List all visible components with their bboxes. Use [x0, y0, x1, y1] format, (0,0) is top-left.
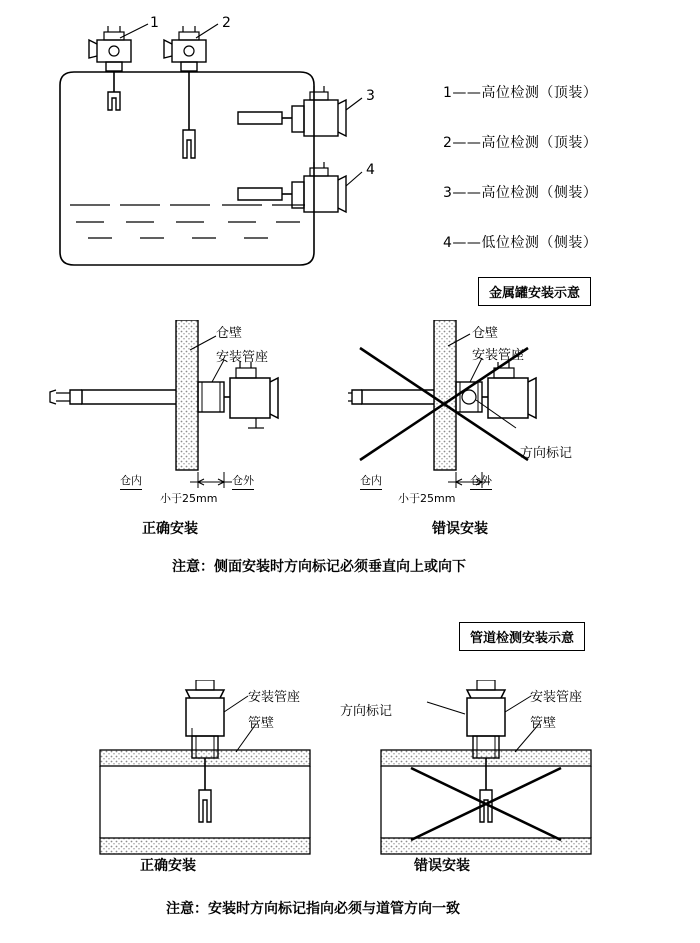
legend-text: 高位检测（侧装）	[481, 185, 598, 201]
legend-dash: ——	[452, 235, 482, 251]
legend-text: 高位检测（顶装）	[481, 135, 598, 151]
caption-wrong-install-1: 错误安装	[432, 521, 488, 537]
tank-callout-3: 3	[366, 88, 375, 104]
label-inside-left: 仓内	[120, 472, 142, 490]
legend-item	[443, 182, 597, 202]
metal-tank-correct-diagram	[20, 320, 340, 510]
label-dimension-left: 小于25mm	[160, 492, 218, 505]
label-bin-wall-right: 仓壁	[472, 326, 499, 341]
legend-item	[443, 232, 597, 252]
legend-num: 1	[443, 85, 453, 101]
legend-num: 2	[443, 135, 453, 151]
legend-dash: ——	[452, 135, 482, 151]
tank-diagram	[0, 0, 430, 290]
label-outside-right: 仓外	[470, 472, 492, 490]
label-direction-mark-pipe: 方向标记	[340, 704, 393, 719]
section-title-pipe: 管道检测安装示意	[459, 622, 585, 651]
label-outside-left: 仓外	[232, 472, 254, 490]
tank-callout-1: 1	[150, 15, 159, 31]
pipe-correct-diagram	[60, 680, 350, 860]
label-mounting-socket-pipe-right: 安装管座	[530, 690, 583, 705]
label-mounting-socket-right: 安装管座	[472, 348, 525, 363]
label-pipe-wall-left: 管壁	[248, 716, 275, 731]
caption-wrong-install-2: 错误安装	[414, 858, 470, 874]
caption-correct-install-1: 正确安装	[142, 521, 198, 537]
caption-correct-install-2: 正确安装	[140, 858, 196, 874]
label-dimension-right: 小于25mm	[398, 492, 456, 505]
legend-dash: ——	[452, 85, 482, 101]
label-inside-right: 仓内	[360, 472, 382, 490]
legend-dash: ——	[452, 185, 482, 201]
legend-item	[443, 132, 597, 152]
legend	[443, 82, 597, 252]
legend-text: 低位检测（侧装）	[481, 235, 598, 251]
label-pipe-wall-right: 管壁	[530, 716, 557, 731]
label-direction-mark-right: 方向标记	[520, 446, 573, 461]
section-title-metal-tank: 金属罐安装示意	[478, 277, 591, 306]
label-mounting-socket-left: 安装管座	[216, 350, 269, 365]
pipe-wrong-diagram	[355, 680, 655, 860]
note-section-1: 注意：侧面安装时方向标记必须垂直向上或向下	[172, 559, 466, 575]
note-section-2: 注意：安装时方向标记指向必须与道管方向一致	[166, 901, 460, 917]
label-mounting-socket-pipe-left: 安装管座	[248, 690, 301, 705]
tank-callout-4: 4	[366, 162, 375, 178]
legend-text: 高位检测（顶装）	[481, 85, 598, 101]
legend-num: 3	[443, 185, 453, 201]
legend-item	[443, 82, 597, 102]
label-bin-wall-left: 仓壁	[216, 326, 243, 341]
legend-num: 4	[443, 235, 453, 251]
tank-callout-2: 2	[222, 15, 231, 31]
